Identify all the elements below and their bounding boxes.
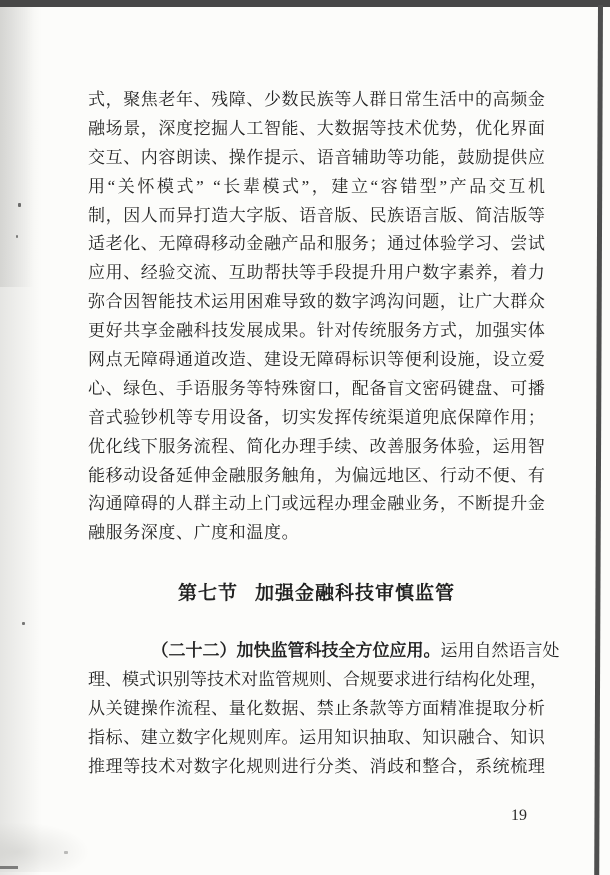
text-line: （ 二 十 二 ） 加 快 监 管 科 技 全 方 位 应 用 。 运 用 自 然 语 言 处 <box>151 641 560 660</box>
text-line: 音 式 验 钞 机 等 专 用 设 备 ， 切 实 发 挥 传 统 渠 道 兜 底 保 障 作 用 ； <box>88 407 545 427</box>
text-line: 更 好 共 享 金 融 科 技 发 展 成 果 。 针 对 传 统 服 务 方 式 ， 加 强 实 体 <box>88 321 545 341</box>
text-line: 理 、 模 式 识 别 等 技 术 对 监 管 规 则 、 合 规 要 求 进 行 结 构 化 处 理 ， <box>88 669 547 689</box>
text-line: 交 互 、 内 容 朗 读 、 操 作 提 示 、 语 音 辅 助 等 功 能 ， 鼓 励 提 供 应 <box>88 147 545 167</box>
scan-speck <box>16 235 18 238</box>
body-paragraph-2 <box>88 637 560 781</box>
text-line: 能 移 动 设 备 延 伸 金 融 服 务 触 角 ， 为 偏 远 地 区 、 行 动 不 便 、 有 <box>88 465 545 485</box>
text-line: 融服务深度、广度和温度。 <box>88 523 300 543</box>
scan-left-shade-top <box>0 7 34 287</box>
text-line: 推 理 等 技 术 对 数 字 化 规 则 进 行 分 类 、 消 歧 和 整 合 ， 系 统 梳 理 <box>88 756 545 776</box>
section-heading <box>88 582 545 606</box>
text-line: 指 标 、 建 立 数 字 化 规 则 库 。 运 用 知 识 抽 取 、 知 识 融 合 、 知 识 <box>88 727 545 747</box>
text-line: 网 点 无 障 碍 通 道 改 造 、 建 设 无 障 碍 标 识 等 便 利 设 施 ， 设 立 爱 <box>88 350 545 370</box>
section-title: 加强金融科技审慎监管 <box>255 583 456 604</box>
scan-bottom-shade <box>0 822 90 872</box>
text-line: 优 化 线 下 服 务 流 程 、 简 化 办 理 手 续 、 改 善 服 务 体 验 ， 运 用 智 <box>88 436 545 456</box>
text-line: 式 ， 聚 焦 老 年 、 残 障 、 少 数 民 族 等 人 群 日 常 生 活 中 的 高 频 金 <box>88 90 545 109</box>
text-line: 适 老 化 、 无 障 碍 移 动 金 融 产 品 和 服 务 ； 通 过 体 验 学 习 、 尝 试 <box>88 234 545 254</box>
scan-speck <box>22 622 25 625</box>
text-line: 用 “ 关 怀 模 式 ” “ 长 辈 模 式 ” ， 建 立 “ 容 错 型 ” 产 品 交 互 机 <box>88 176 545 196</box>
scan-right-edge <box>594 5 603 875</box>
section-number: 第七节 <box>177 583 238 604</box>
scan-speck <box>64 851 68 854</box>
body-paragraph-1 <box>88 86 545 548</box>
scan-bottom-edge-mark <box>0 866 18 869</box>
scan-speck <box>18 203 21 207</box>
text-line: 融 场 景 ， 深 度 挖 掘 人 工 智 能 、 大 数 据 等 技 术 优 势 ， 优 化 界 面 <box>88 118 545 138</box>
text-line: 从 关 键 操 作 流 程 、 量 化 数 据 、 禁 止 条 款 等 方 面 精 准 提 取 分 析 <box>88 698 545 718</box>
text-line: 弥 合 因 智 能 技 术 运 用 困 难 导 致 的 数 字 鸿 沟 问 题 ， 让 广 大 群 众 <box>88 292 545 312</box>
text-line: 心 、 绿 色 、 手 语 服 务 等 特 殊 窗 口 ， 配 备 盲 文 密 码 键 盘 、 可 播 <box>88 378 545 398</box>
scan-top-edge <box>0 0 610 7</box>
page-number: 19 <box>511 807 527 824</box>
text-line: 沟 通 障 碍 的 人 群 主 动 上 门 或 远 程 办 理 金 融 业 务 ， 不 断 提 升 金 <box>88 494 545 514</box>
text-line: 应 用 、 经 验 交 流 、 互 助 帮 扶 等 手 段 提 升 用 户 数 字 素 养 ， 着 力 <box>88 263 545 283</box>
text-line: 制 ， 因 人 而 异 打 造 大 字 版 、 语 音 版 、 民 族 语 言 版 、 简 洁 版 等 <box>88 205 545 225</box>
